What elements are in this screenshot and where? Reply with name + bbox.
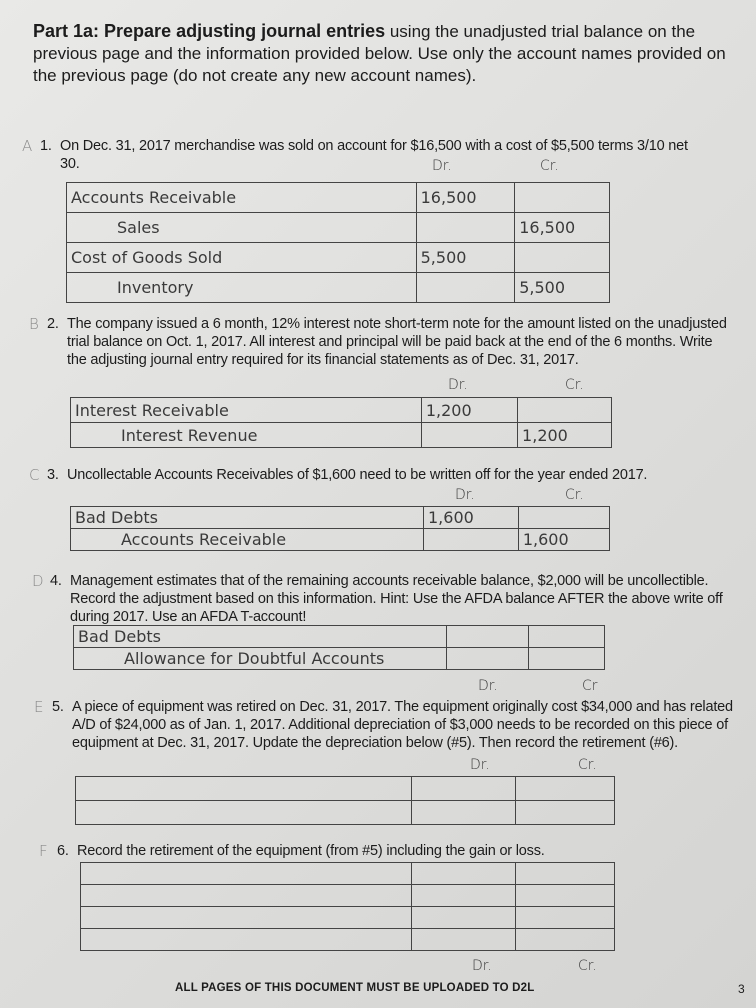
credit-cell[interactable] (515, 243, 610, 273)
question-6 (39, 842, 717, 860)
question-1 (22, 137, 700, 173)
account-cell[interactable] (76, 801, 412, 825)
debit-cell[interactable]: 16,500 (416, 183, 515, 213)
account-cell[interactable] (81, 863, 412, 885)
account-cell[interactable]: Accounts Receivable (71, 529, 424, 551)
account-cell[interactable]: Sales (67, 213, 417, 243)
debit-cell[interactable]: 1,200 (421, 398, 517, 423)
journal-row (81, 929, 615, 951)
account-cell[interactable]: Bad Debts (74, 626, 447, 648)
debit-cell[interactable] (416, 213, 515, 243)
journal-row (76, 801, 615, 825)
debit-cell[interactable] (412, 907, 516, 929)
grading-mark: C (29, 466, 40, 484)
question-2 (29, 315, 727, 369)
question-4 (32, 572, 730, 626)
credit-cell[interactable] (518, 507, 609, 529)
credit-cell[interactable]: 16,500 (515, 213, 610, 243)
question-text: On Dec. 31, 2017 merchandise was sold on account for $16,500 with a cost of $5,500 terms 3/10 net 30. (60, 138, 688, 172)
credit-label: Cr. (565, 487, 584, 503)
debit-label: Dr. (432, 158, 452, 174)
question-number: 6. (57, 843, 69, 859)
debit-label: Dr. (470, 757, 490, 773)
question-number: 5. (52, 699, 64, 715)
credit-cell[interactable] (515, 777, 614, 801)
question-text: Uncollectable Accounts Receivables of $1,600 need to be written off for the year ended 2017. (67, 467, 648, 483)
journal-row (81, 863, 615, 885)
journal-row (71, 398, 612, 423)
journal-row (71, 423, 612, 448)
credit-label: Cr (582, 678, 598, 694)
account-cell[interactable]: Allowance for Doubtful Accounts (74, 648, 447, 670)
journal-row (67, 183, 610, 213)
account-cell[interactable]: Cost of Goods Sold (67, 243, 417, 273)
journal-entry-table (70, 397, 612, 448)
credit-label: Cr. (578, 757, 597, 773)
credit-cell[interactable] (529, 648, 605, 670)
journal-row (81, 885, 615, 907)
debit-label: Dr. (472, 958, 492, 974)
journal-entry-table (75, 776, 615, 825)
account-cell[interactable] (81, 929, 412, 951)
credit-label: Cr. (540, 158, 559, 174)
debit-cell[interactable]: 1,600 (424, 507, 519, 529)
journal-row (76, 777, 615, 801)
credit-cell[interactable] (515, 863, 614, 885)
grading-mark: D (32, 572, 44, 590)
credit-cell[interactable]: 1,200 (518, 423, 612, 448)
debit-cell[interactable] (447, 648, 529, 670)
credit-cell[interactable] (515, 801, 614, 825)
question-number: 2. (47, 316, 59, 332)
question-text: Record the retirement of the equipment (from #5) including the gain or loss. (77, 843, 545, 859)
credit-cell[interactable] (518, 398, 612, 423)
account-cell[interactable] (81, 907, 412, 929)
page-number: 3 (738, 982, 745, 996)
title-rest: using the unadjusted trial balance on the previous page and the information provided below. Use only the account names provided on the previous page (do not create any new account names). (33, 22, 726, 85)
question-number: 4. (50, 573, 62, 589)
question-text: A piece of equipment was retired on Dec. 31, 2017. The equipment originally cost $34,000 and has related A/D of $24,000 as of Jan. 1, 2017. Additional depreciation of $3,000 needs to be recorded on this piece of equipment at Dec. 31, 2017. Update the depreciation below (#5). Then record the retirement (#6). (72, 699, 733, 751)
question-text: The company issued a 6 month, 12% interest note short-term note for the amount listed on the unadjusted trial balance on Oct. 1, 2017. All interest and principal will be paid back at the end of the 6 months. Write the adjusting journal entry required for its financial statements as of Dec. 31, 2017. (67, 316, 727, 368)
debit-cell[interactable] (447, 626, 529, 648)
debit-cell[interactable] (412, 777, 516, 801)
account-cell[interactable]: Bad Debts (71, 507, 424, 529)
journal-entry-table (73, 625, 605, 670)
journal-entry-table (70, 506, 610, 551)
question-text: Management estimates that of the remaining accounts receivable balance, $2,000 will be uncollectible. Record the adjustment based on this information. Hint: Use the AFDA balance AFTER the above write off during 2017. Use an AFDA T-account! (70, 573, 723, 625)
grading-mark: B (29, 315, 39, 333)
account-cell[interactable] (81, 885, 412, 907)
debit-label: Dr. (478, 678, 498, 694)
grading-mark: F (39, 842, 48, 860)
debit-cell[interactable] (412, 885, 516, 907)
debit-cell[interactable] (421, 423, 517, 448)
journal-row (71, 507, 610, 529)
journal-row (67, 273, 610, 303)
debit-cell[interactable] (412, 863, 516, 885)
account-cell[interactable]: Accounts Receivable (67, 183, 417, 213)
question-3 (29, 466, 727, 484)
debit-cell[interactable] (424, 529, 519, 551)
account-cell[interactable]: Inventory (67, 273, 417, 303)
credit-cell[interactable] (515, 929, 614, 951)
credit-cell[interactable] (515, 907, 614, 929)
journal-entry-table (66, 182, 610, 303)
journal-entry-table (80, 862, 615, 951)
debit-cell[interactable] (412, 801, 516, 825)
credit-cell[interactable]: 5,500 (515, 273, 610, 303)
question-number: 1. (40, 138, 52, 154)
credit-cell[interactable] (515, 885, 614, 907)
account-cell[interactable] (76, 777, 412, 801)
account-cell[interactable]: Interest Receivable (71, 398, 422, 423)
page-title (33, 20, 733, 87)
grading-mark: A (22, 137, 33, 155)
debit-label: Dr. (455, 487, 475, 503)
credit-label: Cr. (565, 377, 584, 393)
journal-row (71, 529, 610, 551)
question-5 (34, 698, 740, 752)
journal-row (67, 243, 610, 273)
debit-cell[interactable]: 5,500 (416, 243, 515, 273)
account-cell[interactable]: Interest Revenue (71, 423, 422, 448)
journal-row (81, 907, 615, 929)
journal-row (67, 213, 610, 243)
question-number: 3. (47, 467, 59, 483)
debit-cell[interactable] (412, 929, 516, 951)
credit-cell[interactable]: 1,600 (518, 529, 609, 551)
debit-cell[interactable] (416, 273, 515, 303)
credit-label: Cr. (578, 958, 597, 974)
debit-label: Dr. (448, 377, 468, 393)
footer-note: ALL PAGES OF THIS DOCUMENT MUST BE UPLOADED TO D2L (175, 982, 535, 994)
journal-row (74, 648, 605, 670)
journal-row (74, 626, 605, 648)
grading-mark: E (34, 698, 44, 716)
credit-cell[interactable] (529, 626, 605, 648)
credit-cell[interactable] (515, 183, 610, 213)
title-bold: Part 1a: Prepare adjusting journal entries (33, 21, 386, 41)
